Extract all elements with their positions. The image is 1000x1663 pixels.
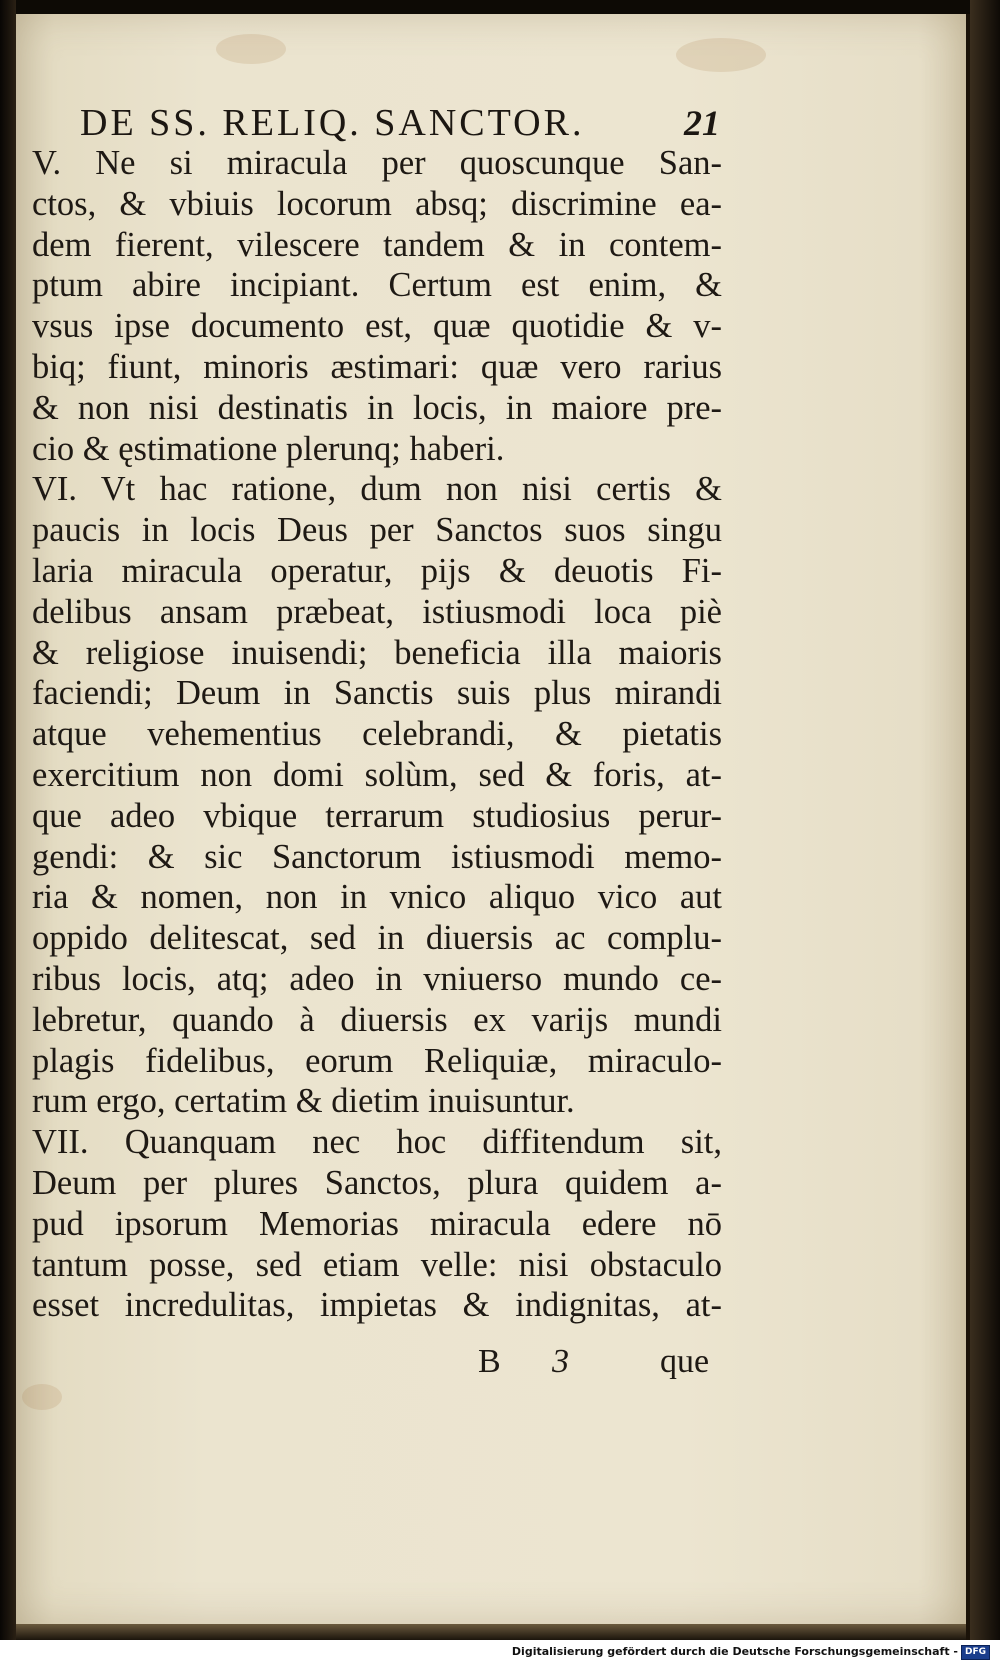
- text-line: Deum per plures Sanctos, plura quidem a-: [32, 1164, 722, 1202]
- digitization-credit: [512, 1644, 990, 1660]
- text-line: oppido delitescat, sed in diuersis ac complu-: [32, 919, 722, 957]
- text-line: VI. Vt hac ratione, dum non nisi certis &: [32, 470, 722, 508]
- text-line: ria & nomen, non in vnico aliquo vico aut: [32, 878, 722, 916]
- text-line: exercitium non domi solùm, sed & foris, at-: [32, 756, 722, 794]
- text-line: esset incredulitas, impietas & indignitas, at-: [32, 1286, 722, 1324]
- text-line: ctos, & vbiuis locorum absq; discrimine ea-: [32, 185, 722, 223]
- paper-stain: [676, 38, 766, 72]
- credit-text: Digitalisierung gefördert durch die Deutsche Forschungsgemeinschaft -: [511, 1645, 958, 1658]
- text-line: faciendi; Deum in Sanctis suis plus mirandi: [32, 674, 722, 712]
- dfg-logo: DFG: [961, 1645, 990, 1660]
- text-line: cio & ęstimatione plerunq; haberi.: [32, 430, 505, 468]
- signature-number: 3: [552, 1343, 569, 1380]
- text-line: & non nisi destinatis in locis, in maiore pre-: [32, 389, 722, 427]
- text-line: rum ergo, certatim & dietim inuisuntur.: [32, 1082, 575, 1120]
- scan-left-edge: [0, 0, 16, 1640]
- text-line: delibus ansam præbeat, istiusmodi loca piè: [32, 593, 722, 631]
- scan-right-edge: [970, 0, 1000, 1640]
- text-line: biq; fiunt, minoris æstimari: quæ vero rarius: [32, 348, 722, 386]
- text-line: laria miracula operatur, pijs & deuotis Fi-: [32, 552, 722, 590]
- text-line: que adeo vbique terrarum studiosius perur-: [32, 797, 722, 835]
- scan-bottom-edge: [16, 1624, 966, 1640]
- text-line: & religiose inuisendi; beneficia illa maioris: [32, 634, 722, 672]
- text-line: tantum posse, sed etiam velle: nisi obstaculo: [32, 1246, 722, 1284]
- text-line: ribus locis, atq; adeo in vniuerso mundo ce-: [32, 960, 722, 998]
- text-line: gendi: & sic Sanctorum istiusmodi memo-: [32, 838, 722, 876]
- running-head: DE SS. RELIQ. SANCTOR.: [80, 102, 585, 144]
- text-line: lebretur, quando à diuersis ex varijs mundi: [32, 1001, 722, 1039]
- text-line: V. Ne si miracula per quoscunque San-: [32, 144, 722, 182]
- text-line: dem fierent, vilescere tandem & in contem-: [32, 226, 722, 264]
- text-line: paucis in locis Deus per Sanctos suos singu: [32, 511, 722, 549]
- signature-mark: B: [478, 1343, 501, 1380]
- page-number: 21: [684, 103, 720, 143]
- text-line: VII. Quanquam nec hoc diffitendum sit,: [32, 1123, 722, 1161]
- text-line: ptum abire incipiant. Certum est enim, &: [32, 266, 722, 304]
- text-line: pud ipsorum Memorias miracula edere nō: [32, 1205, 722, 1243]
- paper-stain: [216, 34, 286, 64]
- text-line: plagis fidelibus, eorum Reliquiæ, miraculo-: [32, 1042, 722, 1080]
- text-line: vsus ipse documento est, quæ quotidie & v-: [32, 307, 722, 345]
- scan-top-edge: [0, 0, 1000, 14]
- catchword: que: [660, 1343, 710, 1380]
- paper-stain: [22, 1384, 62, 1410]
- text-line: atque vehementius celebrandi, & pietatis: [32, 715, 722, 753]
